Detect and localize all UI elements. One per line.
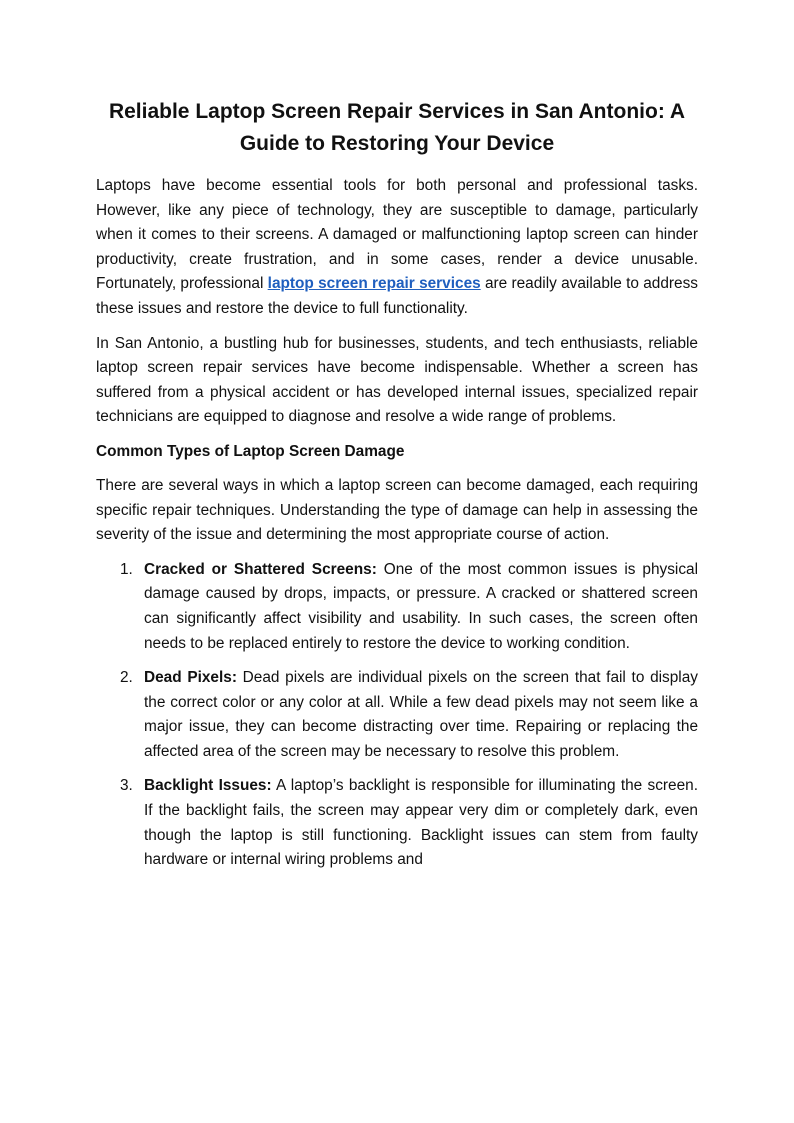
document-page [96,96,698,883]
list-item-text: Dead pixels are individual pixels on the screen that fail to display the correct color or any color at all. While a few dead pixels may not seem like a major issue, they can become distracting over time. Repairing or replacing the affected area of the screen may be necessary to resolve this problem. [144,669,698,760]
intro-text-after-link: are readily available to address these issues and restore the device to full functionality. [96,275,699,317]
section-intro-paragraph: There are several ways in which a laptop screen can become damaged, each requiring specific repair techniques. Understanding the type of damage can help in assessing the severity of the issue and determining the most appropriate course of action. [96,476,698,544]
list-item-number: 1. [120,560,133,578]
laptop-screen-repair-services-link[interactable]: laptop screen repair services [267,275,481,293]
list-item-number: 2. [120,669,133,687]
list-item-term: Dead Pixels: [144,669,237,687]
damage-types-list [96,558,698,873]
section-heading: Common Types of Laptop Screen Damage [96,442,405,460]
list-item [96,558,698,656]
list-item-term: Backlight Issues: [144,777,272,795]
list-item-number: 3. [120,777,133,795]
page-title: Reliable Laptop Screen Repair Services in San Antonio: A Guide to Restoring Your Device [108,100,686,155]
san-antonio-paragraph: In San Antonio, a bustling hub for businesses, students, and tech enthusiasts, reliable laptop screen repair services have become indispensable. Whether a screen has suffered from a physical accident or has developed internal issues, specialized repair technicians are equipped to diagnose and resolve a wide range of problems. [96,334,698,426]
list-item-text: One of the most common issues is physical damage caused by drops, impacts, or pressure. A cracked or shattered screen can significantly affect visibility and usability. In such cases, the screen often needs to be replaced entirely to restore the device to working condition. [144,560,698,652]
list-item [96,774,698,872]
intro-text-before-link: Laptops have become essential tools for both personal and professional tasks. However, like any piece of technology, they are susceptible to damage, particularly when it comes to their screens. A damaged or malfunctioning laptop screen can hinder productivity, create frustration, and in some cases, render a device unusable. Fortunately, professional [96,177,698,293]
intro-paragraph [96,174,698,322]
list-item-term: Cracked or Shattered Screens: [144,560,377,578]
list-item [96,666,698,764]
list-item-text: A laptop’s backlight is responsible for illuminating the screen. If the backlight fails, the screen may appear very dim or completely dark, even though the laptop is still functioning. Backlight issues can stem from faulty hardware or internal wiring problems and [144,777,698,869]
